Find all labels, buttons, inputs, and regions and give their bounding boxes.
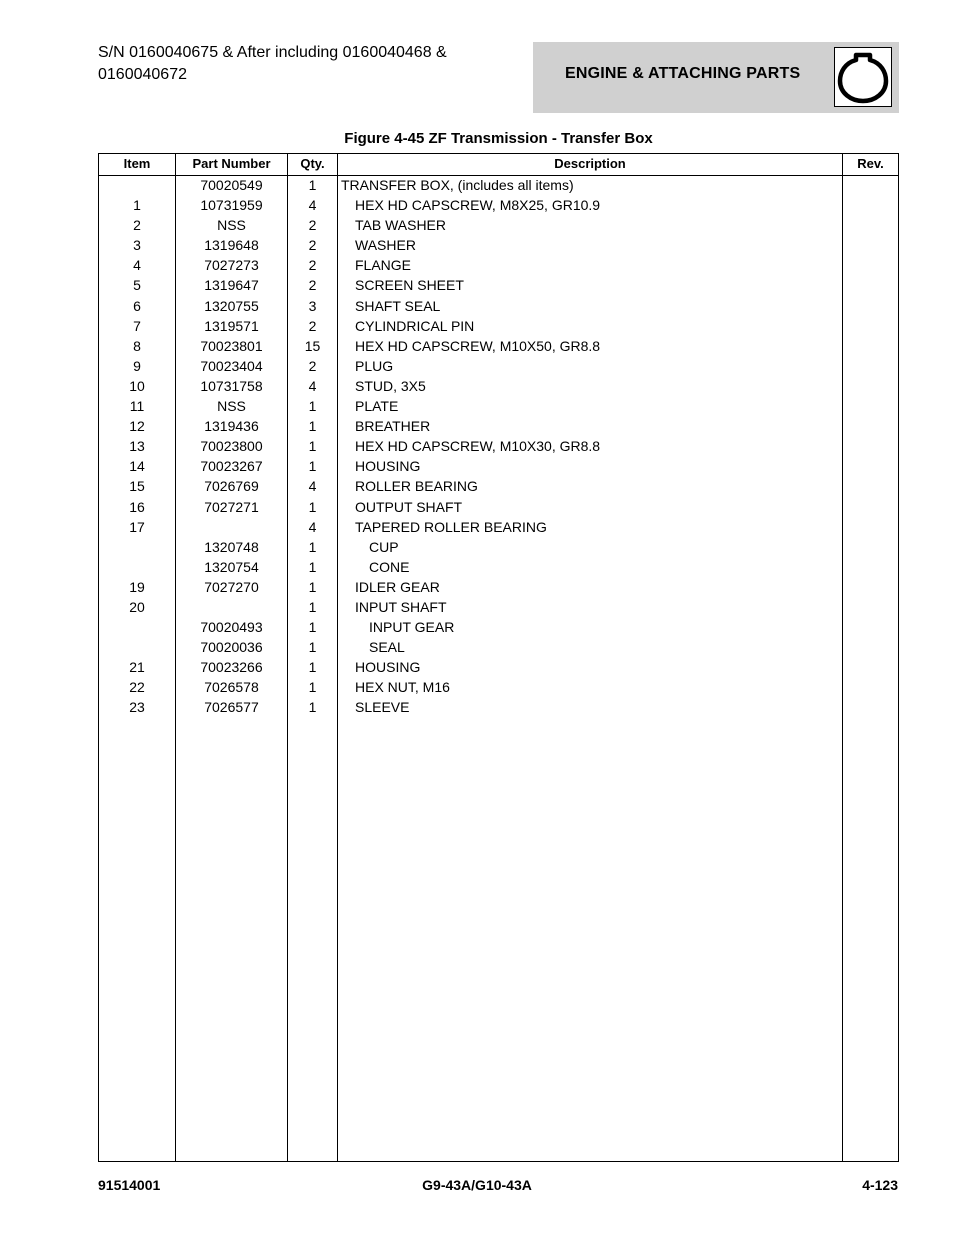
table-row xyxy=(99,376,898,396)
section-banner xyxy=(533,42,899,113)
column-header-rev: Rev. xyxy=(857,156,884,171)
description-cell: TAB WASHER xyxy=(355,217,447,234)
part-number-cell: 10731758 xyxy=(200,377,263,394)
item-cell: 7 xyxy=(133,317,141,334)
model-number: G9-43A/G10-43A xyxy=(422,1177,532,1193)
description-cell: BREATHER xyxy=(355,418,431,435)
item-cell: 3 xyxy=(133,237,141,254)
description-cell: CUP xyxy=(369,538,399,555)
description-cell: PLATE xyxy=(355,398,399,415)
qty-cell: 1 xyxy=(308,498,317,515)
item-cell: 4 xyxy=(133,257,141,274)
table-row xyxy=(99,697,898,717)
figure-title: Figure 4-45 ZF Transmission - Transfer Box xyxy=(344,130,653,147)
part-number-cell: 1319436 xyxy=(204,418,259,435)
column-header-description: Description xyxy=(554,156,626,171)
qty-cell: 4 xyxy=(308,518,317,535)
table-body xyxy=(99,175,898,718)
table-row xyxy=(99,657,898,677)
column-header-qty: Qty. xyxy=(300,156,325,171)
qty-cell: 1 xyxy=(308,418,317,435)
description-cell: HEX NUT, M16 xyxy=(355,679,450,696)
qty-cell: 2 xyxy=(308,357,317,374)
table-row xyxy=(99,336,898,356)
part-number-cell: 10731959 xyxy=(200,197,263,214)
qty-cell: 2 xyxy=(308,317,317,334)
qty-cell: 1 xyxy=(308,659,317,676)
part-number-cell: 70020036 xyxy=(200,639,263,656)
part-number-cell: 1320748 xyxy=(204,538,259,555)
item-cell: 6 xyxy=(133,297,141,314)
item-cell: 12 xyxy=(129,418,145,435)
part-number-cell: 70020549 xyxy=(200,177,263,193)
item-cell: 20 xyxy=(129,598,145,615)
qty-cell: 3 xyxy=(308,297,317,314)
qty-cell: 1 xyxy=(308,598,317,615)
table-row xyxy=(99,517,898,537)
table-row xyxy=(99,476,898,496)
qty-cell: 2 xyxy=(308,237,317,254)
qty-cell: 4 xyxy=(308,478,317,495)
table-row xyxy=(99,175,898,195)
description-cell: PLUG xyxy=(355,357,394,374)
description-cell: OUTPUT SHAFT xyxy=(355,498,463,515)
part-number-cell: NSS xyxy=(217,398,246,415)
table-row xyxy=(99,436,898,456)
part-number-cell: 70023801 xyxy=(200,337,263,354)
part-number-cell: 1320755 xyxy=(204,297,259,314)
description-cell: HEX HD CAPSCREW, M10X30, GR8.8 xyxy=(355,438,601,455)
table-row xyxy=(99,255,898,275)
part-number-cell: 70023800 xyxy=(200,438,263,455)
description-cell: ROLLER BEARING xyxy=(355,478,478,495)
qty-cell: 1 xyxy=(308,438,317,455)
description-cell: CONE xyxy=(369,558,410,575)
qty-cell: 4 xyxy=(308,197,317,214)
table-row xyxy=(99,195,898,215)
part-number-cell: 1319647 xyxy=(204,277,259,294)
column-header-part-number: Part Number xyxy=(192,156,271,171)
description-cell: HEX HD CAPSCREW, M10X50, GR8.8 xyxy=(355,337,601,354)
item-cell: 13 xyxy=(129,438,145,455)
qty-cell: 15 xyxy=(304,337,321,354)
description-cell: STUD, 3X5 xyxy=(355,377,426,394)
item-cell: 14 xyxy=(129,458,145,475)
description-cell: HOUSING xyxy=(355,458,421,475)
item-cell: 10 xyxy=(129,377,145,394)
qty-cell: 2 xyxy=(308,277,317,294)
description-cell: TRANSFER BOX, (includes all items) xyxy=(341,177,574,193)
part-number-cell: 7026578 xyxy=(204,679,259,696)
item-cell: 22 xyxy=(129,679,145,696)
description-cell: TAPERED ROLLER BEARING xyxy=(355,518,547,535)
qty-cell: 2 xyxy=(308,217,317,234)
table-row xyxy=(99,537,898,557)
description-cell: HOUSING xyxy=(355,659,421,676)
table-row xyxy=(99,275,898,295)
part-number-cell: 70023267 xyxy=(200,458,263,475)
item-cell: 5 xyxy=(133,277,141,294)
description-cell: SLEEVE xyxy=(355,699,410,716)
qty-cell: 1 xyxy=(308,398,317,415)
page-number: 4-123 xyxy=(862,1177,898,1193)
description-cell: SEAL xyxy=(369,639,405,656)
item-cell: 9 xyxy=(133,357,141,374)
table-row xyxy=(99,396,898,416)
part-number-cell: 1320754 xyxy=(204,558,259,575)
table-row xyxy=(99,577,898,597)
part-number-cell: 7026577 xyxy=(204,699,259,716)
qty-cell: 1 xyxy=(308,578,317,595)
item-cell: 21 xyxy=(129,659,145,676)
item-cell: 2 xyxy=(133,217,141,234)
serial-line-1: S/N 0160040675 & After including 0160040468 & xyxy=(98,44,447,61)
item-cell: 16 xyxy=(129,498,145,515)
engine-outline-icon xyxy=(834,47,892,107)
description-cell: WASHER xyxy=(355,237,416,254)
item-cell: 1 xyxy=(133,197,141,214)
table-row xyxy=(99,597,898,617)
item-cell: 19 xyxy=(129,578,145,595)
item-cell: 23 xyxy=(129,699,145,716)
qty-cell: 1 xyxy=(308,699,317,716)
description-cell: INPUT GEAR xyxy=(369,619,455,636)
part-number-cell: 7027270 xyxy=(204,578,259,595)
item-cell: 8 xyxy=(133,337,141,354)
table-row xyxy=(99,456,898,476)
table-row xyxy=(99,677,898,697)
qty-cell: 1 xyxy=(308,639,317,656)
parts-table xyxy=(98,153,899,1162)
part-number-cell: NSS xyxy=(217,217,246,234)
part-number-cell: 1319571 xyxy=(204,317,259,334)
description-cell: FLANGE xyxy=(355,257,412,274)
description-cell: CYLINDRICAL PIN xyxy=(355,317,475,334)
item-cell: 11 xyxy=(129,398,145,415)
part-number-cell: 70023404 xyxy=(200,357,263,374)
table-row xyxy=(99,416,898,436)
serial-line-2: 0160040672 xyxy=(98,66,187,83)
part-number-cell: 7026769 xyxy=(204,478,259,495)
part-number-cell: 7027273 xyxy=(204,257,259,274)
qty-cell: 1 xyxy=(308,558,317,575)
description-cell: SHAFT SEAL xyxy=(355,297,441,314)
table-row xyxy=(99,235,898,255)
qty-cell: 1 xyxy=(308,619,317,636)
qty-cell: 1 xyxy=(308,538,317,555)
description-cell: IDLER GEAR xyxy=(355,578,440,595)
item-cell: 15 xyxy=(129,478,145,495)
table-row xyxy=(99,215,898,235)
serial-number-header xyxy=(98,42,518,86)
column-header-item: Item xyxy=(123,156,151,171)
description-cell: HEX HD CAPSCREW, M8X25, GR10.9 xyxy=(355,197,601,214)
table-row xyxy=(99,557,898,577)
part-number-cell: 1319648 xyxy=(204,237,259,254)
document-number: 91514001 xyxy=(98,1177,161,1193)
table-row xyxy=(99,497,898,517)
part-number-cell: 70020493 xyxy=(200,619,263,636)
item-cell: 17 xyxy=(129,518,145,535)
qty-cell: 2 xyxy=(308,257,317,274)
table-row xyxy=(99,296,898,316)
part-number-cell: 70023266 xyxy=(200,659,263,676)
qty-cell: 1 xyxy=(308,458,317,475)
description-cell: INPUT SHAFT xyxy=(355,598,447,615)
table-row xyxy=(99,617,898,637)
part-number-cell: 7027271 xyxy=(204,498,259,515)
qty-cell: 4 xyxy=(308,377,317,394)
table-row xyxy=(99,637,898,657)
table-row xyxy=(99,316,898,336)
description-cell: SCREEN SHEET xyxy=(355,277,464,294)
table-row xyxy=(99,356,898,376)
qty-cell: 1 xyxy=(308,177,317,193)
qty-cell: 1 xyxy=(308,679,317,696)
section-title: ENGINE & ATTACHING PARTS xyxy=(565,65,801,82)
